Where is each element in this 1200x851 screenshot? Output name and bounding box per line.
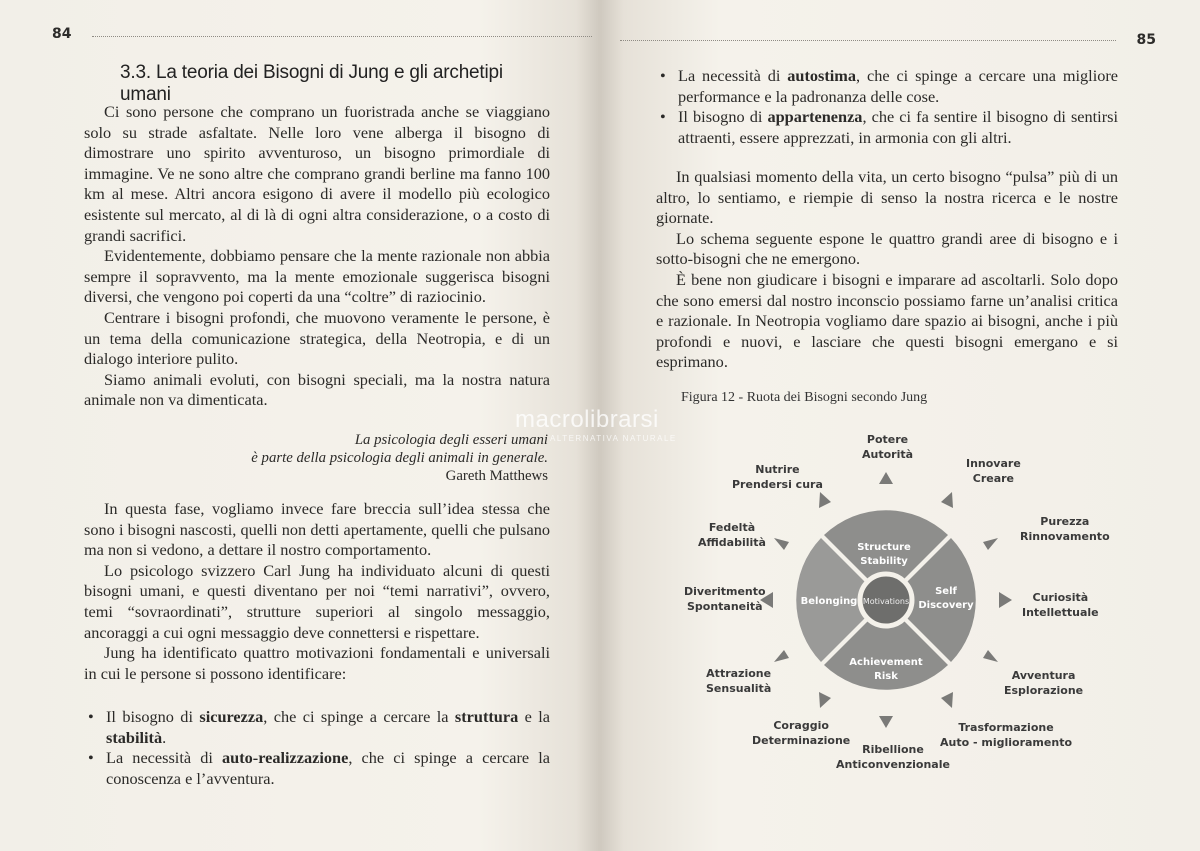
segment-label: Belonging [800, 596, 858, 607]
body-text-right [656, 167, 1118, 373]
body-text-bottom [84, 499, 550, 684]
paragraph: In qualsiasi momento della vita, un certo bisogno “pulsa” più di un altro, lo sentiamo, e riempie di senso la nostra ricerca e le nostre giornate. [656, 167, 1118, 228]
paragraph: Ci sono persone che comprano un fuoristrada anche se viaggiano solo su strade asfaltate. Nelle loro vene alberga il bisogno di dimostrare uno spirito avventuroso, un bisogno primordiale di immagine. Ve ne sono altre che comprano grandi berline ma fanno 100 km al mese. Altri ancora esigono di avere il modello più ecologico esistente sul mercato, al di là di ogni altra considerazione, o a costo di grandi sacrifici. [84, 102, 550, 245]
header-rule-left [92, 36, 592, 37]
wheel-outer-label: Coraggio Determinazione [752, 719, 851, 747]
wheel-outer-label: Curiosità Intellettuale [1022, 591, 1099, 619]
watermark-tagline: ALTERNATIVA NATURALE [550, 434, 677, 443]
segment-label: Structure [857, 542, 911, 553]
paragraph: Lo psicologo svizzero Carl Jung ha individuato alcuni di questi bisogni umani, e questi diventano per noi “temi narrativi”, ovvero, temi “sovraordinati”, strutture superiori al singolo messaggio, ancoraggi a cui ogni messaggio deve connettersi e rispettare. [84, 560, 550, 642]
wheel-outer-label: Attrazione Sensualità [706, 667, 772, 695]
paragraph: Siamo animali evoluti, con bisogni speciali, ma la nostra natura animale non va dimenticata. [84, 369, 550, 410]
quote-line: è parte della psicologia degli animali in generale. [251, 450, 548, 466]
arrow-icon [983, 538, 998, 550]
bullet-item: • La necessità di auto-realizzazione, che ci spinge a cercare la conoscenza e l’avventura. [88, 748, 551, 788]
wheel-outer-label: Diveritmento Spontaneità [684, 585, 766, 613]
wheel-outer-label: Avventura Esplorazione [1004, 669, 1084, 697]
paragraph: Lo schema seguente espone le quattro grandi aree di bisogno e i sotto-bisogni che ne emergono. [656, 228, 1118, 269]
quote-line: La psicologia degli esseri umani [354, 432, 548, 448]
header-rule-right [620, 40, 1116, 41]
bullet-dot: • [660, 107, 666, 127]
arrow-icon [879, 472, 893, 484]
page-number-left: 84 [52, 26, 72, 42]
epigraph-quote [200, 431, 548, 485]
paragraph: In questa fase, vogliamo invece fare breccia sull’idea stessa che sono i bisogni nascosti, quelli non detti apertamente, quelli che pulsano ma non si vedono, a dettare il nostro comportamento. [84, 499, 550, 560]
wheel-outer-label: Nutrire Prendersi cura [732, 463, 823, 491]
wheel-outer-label: Trasformazione Auto - miglioramento [940, 721, 1073, 749]
bullet-item: • Il bisogno di appartenenza, che ci fa sentire il bisogno di sentirsi attraenti, essere apprezzati, in armonia con gli altri. [660, 107, 1118, 147]
paragraph: Jung ha identificato quattro motivazioni fondamentali e universali in cui le persone si possono identificare: [84, 643, 550, 683]
arrow-icon [999, 592, 1012, 608]
segment-label: Achievement [849, 657, 923, 668]
paragraph: È bene non giudicare i bisogni e imparare ad ascoltarli. Solo dopo che sono emersi dal nostro inconscio possiamo farne un’analisi critica e razionale. In Neotropia vogliamo dare spazio ai bisogni, anche i più profondi e nuovi, e lasciare che questi bisogni emergano e si esprimano. [656, 269, 1118, 372]
bullet-dot: • [88, 707, 94, 726]
paragraph: Evidentemente, dobbiamo pensare che la mente razionale non abbia sempre il sopravvento, ma la mente emozionale suggerisca bisogni diversi, che vengono poi coperti da una “coltre” di raziocinio. [84, 246, 550, 307]
segment-label: Stability [860, 556, 908, 567]
segment-label: Discovery [918, 600, 974, 611]
segment-label: Risk [874, 671, 898, 682]
bullet-dot: • [660, 66, 666, 85]
paragraph: Centrare i bisogni profondi, che muovono veramente le persone, è un tema della comunicazione strategica, della Neotropia, e di un dialogo interiore pulito. [84, 307, 550, 369]
page-number-right: 85 [1136, 32, 1156, 48]
body-text-top [84, 102, 550, 411]
bullet-item: • Il bisogno di sicurezza, che ci spinge a cercare la struttura e la stabilità. [88, 707, 550, 747]
needs-wheel-diagram [650, 420, 1110, 790]
wheel-outer-label: Fedeltà Affidabilità [698, 521, 766, 549]
arrow-icon [819, 692, 831, 708]
watermark-logo: macrolibrarsi [515, 406, 659, 433]
arrow-icon [879, 716, 893, 728]
bullet-list-right [656, 66, 1118, 148]
wheel-center-label: Motivations [862, 597, 910, 606]
arrow-icon [941, 692, 953, 708]
wheel-outer-label: Ribellione Anticonvenzionale [836, 743, 950, 771]
bullet-list-left [84, 707, 550, 789]
wheel-outer-label: Potere Autorità [862, 433, 914, 461]
arrow-icon [819, 492, 831, 508]
section-heading: 3.3. La teoria dei Bisogni di Jung e gli archetipi umani [120, 62, 503, 105]
wheel-outer-label: Purezza Rinnovamento [1020, 515, 1110, 543]
arrow-icon [774, 650, 789, 662]
arrow-icon [774, 538, 789, 550]
segment-label: Self [935, 586, 957, 597]
wheel-outer-label: Innovare Creare [966, 457, 1021, 485]
arrow-icon [983, 650, 998, 662]
bullet-item: • La necessità di autostima, che ci spinge a cercare una migliore performance e la padronanza delle cose. [660, 66, 1119, 106]
figure-caption: Figura 12 - Ruota dei Bisogni secondo Jung [681, 390, 928, 405]
bullet-dot: • [88, 748, 94, 768]
arrow-icon [941, 492, 953, 508]
quote-author: Gareth Matthews [445, 468, 548, 484]
